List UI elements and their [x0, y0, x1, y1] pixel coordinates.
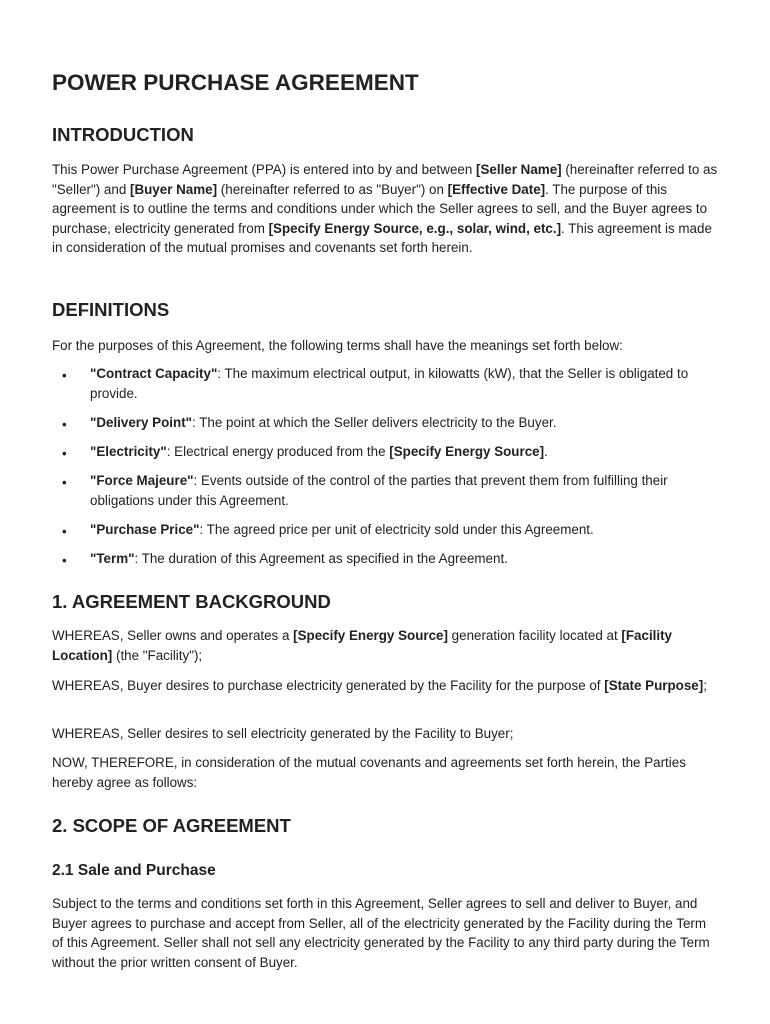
definition-term: "Delivery Point": [90, 415, 192, 430]
definition-term: "Force Majeure": [90, 473, 194, 488]
bullet-icon: •: [62, 446, 67, 461]
sale-purchase-paragraph: Subject to the terms and conditions set forth in this Agreement, Seller agrees to sell and deliver to Buyer, and Buyer agrees to purchase and accept from Seller, all of the electricity generated by the Facility during the Term of this Agreement. Seller shall not sell any electricity generated by the Facility to any third party during the Term without the prior written consent of Buyer.: [52, 896, 710, 970]
definition-item: [90, 413, 720, 433]
bullet-icon: •: [62, 475, 67, 490]
whereas-text: WHEREAS, Buyer desires to purchase electricity generated by the Facility for the purpose of: [52, 678, 605, 693]
buyer-name-placeholder: [Buyer Name]: [129, 181, 218, 197]
definition-term: "Purchase Price": [90, 522, 200, 537]
definition-text: .: [544, 444, 548, 459]
definition-text: : Electrical energy produced from the: [166, 444, 390, 459]
energy-source-placeholder: [Specify Energy Source]: [293, 628, 448, 643]
introduction-heading: INTRODUCTION: [52, 124, 194, 145]
definition-text: : The agreed price per unit of electricity sold under this Agreement.: [199, 522, 594, 537]
bullet-icon: •: [62, 524, 67, 539]
effective-date-placeholder: [Effective Date]: [447, 181, 546, 197]
state-purpose-placeholder: [State Purpose]: [604, 678, 704, 693]
definition-item: [90, 520, 720, 540]
intro-text: (hereinafter referred to as "Seller") and: [52, 162, 718, 197]
whereas-text: ;: [703, 678, 707, 693]
definition-text: : The maximum electrical output, in kilowatts (kW), that the Seller is obligated to provide.: [90, 366, 689, 401]
definition-text: : The duration of this Agreement as specified in the Agreement.: [134, 551, 508, 566]
whereas-text: WHEREAS, Seller owns and operates a: [52, 628, 294, 643]
definition-item: [90, 471, 720, 510]
bullet-icon: •: [62, 417, 67, 432]
definition-term: "Term": [90, 551, 135, 566]
definitions-intro: For the purposes of this Agreement, the following terms shall have the meanings set forth below:: [52, 338, 623, 353]
intro-text: . The purpose of this agreement is to outline the terms and conditions under which the Seller agrees to sell, and the Buyer agrees to purchase, electricity generated from: [52, 181, 708, 236]
whereas-paragraph: WHEREAS, Seller desires to sell electricity generated by the Facility to Buyer;: [52, 726, 514, 741]
definition-item: [90, 364, 720, 403]
intro-text: This Power Purchase Agreement (PPA) is entered into by and between: [52, 162, 477, 177]
definition-item: [90, 549, 720, 569]
introduction-paragraph: [52, 160, 720, 258]
now-therefore-paragraph: NOW, THEREFORE, in consideration of the mutual covenants and agreements set forth herein, the Parties hereby agree as follows:: [52, 755, 686, 790]
definition-text: : Events outside of the control of the parties that prevent them from fulfilling their obligations under this Agreement.: [90, 473, 668, 508]
background-heading: 1. AGREEMENT BACKGROUND: [52, 591, 331, 612]
whereas-text: (the "Facility");: [112, 647, 203, 663]
definition-term: "Contract Capacity": [90, 366, 218, 381]
definition-text: : The point at which the Seller delivers electricity to the Buyer.: [192, 415, 557, 430]
document-title: POWER PURCHASE AGREEMENT: [52, 70, 419, 95]
energy-source-placeholder: [Specify Energy Source, e.g., solar, wind, etc.]: [268, 220, 562, 236]
definition-item: [90, 442, 720, 462]
sale-purchase-subheading: 2.1 Sale and Purchase: [52, 862, 216, 879]
bullet-icon: •: [62, 553, 67, 568]
whereas-paragraph: [52, 676, 720, 696]
energy-source-placeholder: [Specify Energy Source]: [389, 444, 545, 459]
whereas-text: generation facility located at: [447, 628, 622, 643]
definition-term: "Electricity": [90, 444, 167, 459]
seller-name-placeholder: [Seller Name]: [476, 162, 562, 177]
intro-text: (hereinafter referred to as "Buyer") on: [217, 181, 448, 197]
facility-location-placeholder: [Facility Location]: [52, 628, 673, 663]
scope-heading: 2. SCOPE OF AGREEMENT: [52, 815, 291, 836]
bullet-icon: •: [62, 368, 67, 383]
definitions-heading: DEFINITIONS: [52, 299, 170, 320]
whereas-paragraph: [52, 626, 720, 665]
intro-text: . This agreement is made in consideration of the mutual promises and covenants set forth herein.: [52, 220, 712, 256]
